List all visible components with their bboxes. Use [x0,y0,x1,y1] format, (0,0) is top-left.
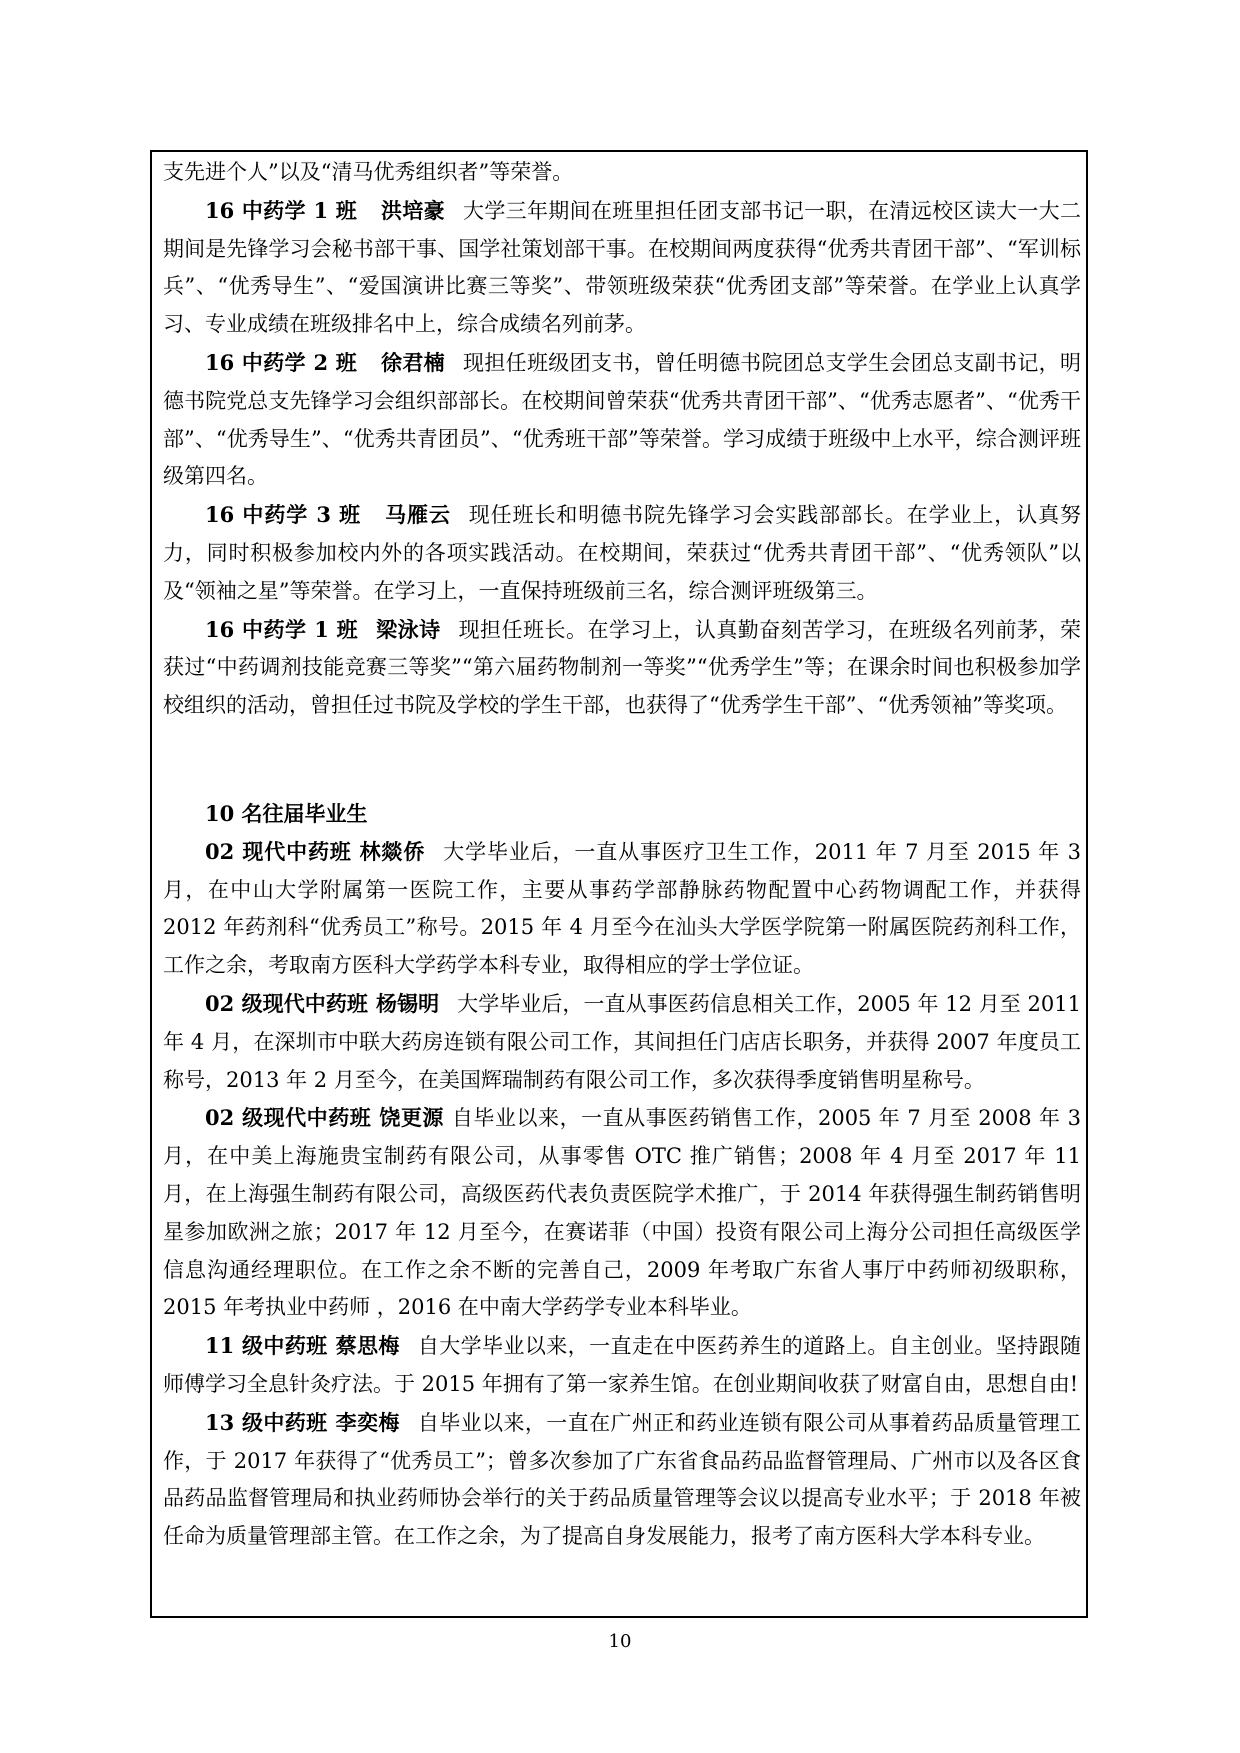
student-entry [163,611,1081,725]
student-name: 梁泳诗 [376,616,441,642]
class-label: 16 中药学 2 班 [205,349,358,375]
section-title: 10 名往届毕业生 [205,800,368,826]
student-name: 马雁云 [385,502,451,528]
entry-text: 自毕业以来，一直从事医药销售工作，2005 年 7 月至 2008 年 3 月，在中美上海施贵宝制药有限公司，从事零售 OTC 推广销售；2008 年 4 月至 2017 年 11 月，在上海强生制药有限公司，高级医药代表负责医院学术推广，于 2014 年获得强生制药销售明星参加欧洲之旅；2017 年 12 月至今，在赛诺菲（中国）投资有限公司上海分公司担任高级医学信息沟通经理职位。在工作之余不断的完善自己，2009 年考取广东省人事厅中药师初级职称，2015 年考执业中药师 ，2016 在中南大学药学专业本科毕业。 [163,1106,1081,1320]
class-label: 16 中药学 1 班 [205,197,358,223]
class-label: 02 级现代中药班 [205,990,368,1016]
entry-text: 自大学毕业以来，一直走在中医药养生的道路上。自主创业。坚持跟随师傅学习全息针灸疗法。于 2015 年拥有了第一家养生馆。在创业期间收获了财富自由，思想自由! [163,1334,1082,1396]
alumni-name: 林燚侨 [359,838,426,864]
alumni-name: 李奕梅 [335,1409,400,1435]
section-gap [163,725,1081,795]
paragraph-continuation: 支先进个人”以及“清马优秀组织者”等荣誉。 [163,160,574,184]
alumni-name: 蔡思梅 [335,1333,400,1359]
alumni-entry [163,1327,1081,1404]
alumni-entry [163,985,1081,1099]
alumni-entry [163,833,1081,985]
class-label: 16 中药学 1 班 [205,616,359,642]
student-entry [163,344,1081,496]
alumni-name: 饶更源 [379,1105,444,1131]
alumni-name: 杨锡明 [375,990,440,1016]
student-name: 徐君楠 [381,349,445,375]
student-entry [163,496,1081,610]
entry-text: 现担任班长。在学习上，认真勤奋刻苦学习，在班级名列前茅，荣获过“中药调剂技能竞赛三等奖”“第六届药物制剂一等奖”“优秀学生”等；在课余时间也积极参加学校组织的活动，曾担任过书院及学校的学生干部，也获得了“优秀学生干部”、“优秀领袖”等奖项。 [163,617,1081,718]
entry-text: 现担任班级团支书，曾任明德书院团总支学生会团总支副书记，明德书院党总支先锋学习会组织部部长。在校期间曾荣获“优秀共青团干部”、“优秀志愿者”、“优秀干部”、“优秀导生”、“优秀共青团员”、“优秀班干部”等荣誉。学习成绩于班级中上水平，综合测评班级第四名。 [163,350,1082,489]
entry-text: 现任班长和明德书院先锋学习会实践部部长。在学业上，认真努力，同时积极参加校内外的各项实践活动。在校期间，荣获过“优秀共青团干部”、“优秀领队”以及“领袖之星”等荣誉。在学习上，一直保持班级前三名，综合测评班级第三。 [163,503,1082,603]
alumni-entry [163,1404,1081,1556]
entry-text: 大学毕业后，一直从事医药信息相关工作，2005 年 12 月至 2011 年 4 月，在深圳市中联大药房连锁有限公司工作，其间担任门店店长职务，并获得 2007 年度员工称号，2013 年 2 月至今，在美国辉瑞制药有限公司工作，多次获得季度销售明星称号。 [163,991,1081,1092]
class-label: 02 现代中药班 [205,838,352,864]
alumni-entry [163,1099,1081,1327]
entry-text: 大学毕业后，一直从事医疗卫生工作，2011 年 7 月至 2015 年 3 月，在中山大学附属第一医院工作，主要从事药学部静脉药物配置中心药物调配工作，并获得 2012 年药剂科“优秀员工”称号。2015 年 4 月至今在汕头大学医学院第一附属医院药剂科工作，工作之余，考取南方医科大学药学本科专业，取得相应的学士学位证。 [163,839,1081,978]
class-label: 13 级中药班 [205,1409,328,1435]
page-number: 10 [608,1631,632,1652]
class-label: 02 级现代中药班 [205,1105,372,1131]
document-body [163,154,1081,1556]
entry-text: 自毕业以来，一直在广州正和药业连锁有限公司从事着药品质量管理工作，于 2017 年获得了“优秀员工”；曾多次参加了广东省食品药品监督管理局、广州市以及各区食品药品监督管理局和执业药师协会举行的关于药品质量管理等会议以提高专业水平；于 2018 年被任命为质量管理部主管。在工作之余，为了提高自身发展能力，报考了南方医科大学本科专业。 [163,1410,1082,1549]
entry-text: 大学三年期间在班里担任团支部书记一职，在清远校区读大一大二期间是先锋学习会秘书部干事、国学社策划部干事。在校期间两度获得“优秀共青团干部”、“军训标兵”、“优秀导生”、“爱国演讲比赛三等奖”、带领班级荣获“优秀团支部”等荣誉。在学业上认真学习、专业成绩在班级排名中上，综合成绩名列前茅。 [163,198,1082,337]
class-label: 16 中药学 3 班 [205,502,362,528]
student-name: 洪培豪 [381,197,445,223]
student-entry [163,192,1081,344]
class-label: 11 级中药班 [205,1333,328,1359]
